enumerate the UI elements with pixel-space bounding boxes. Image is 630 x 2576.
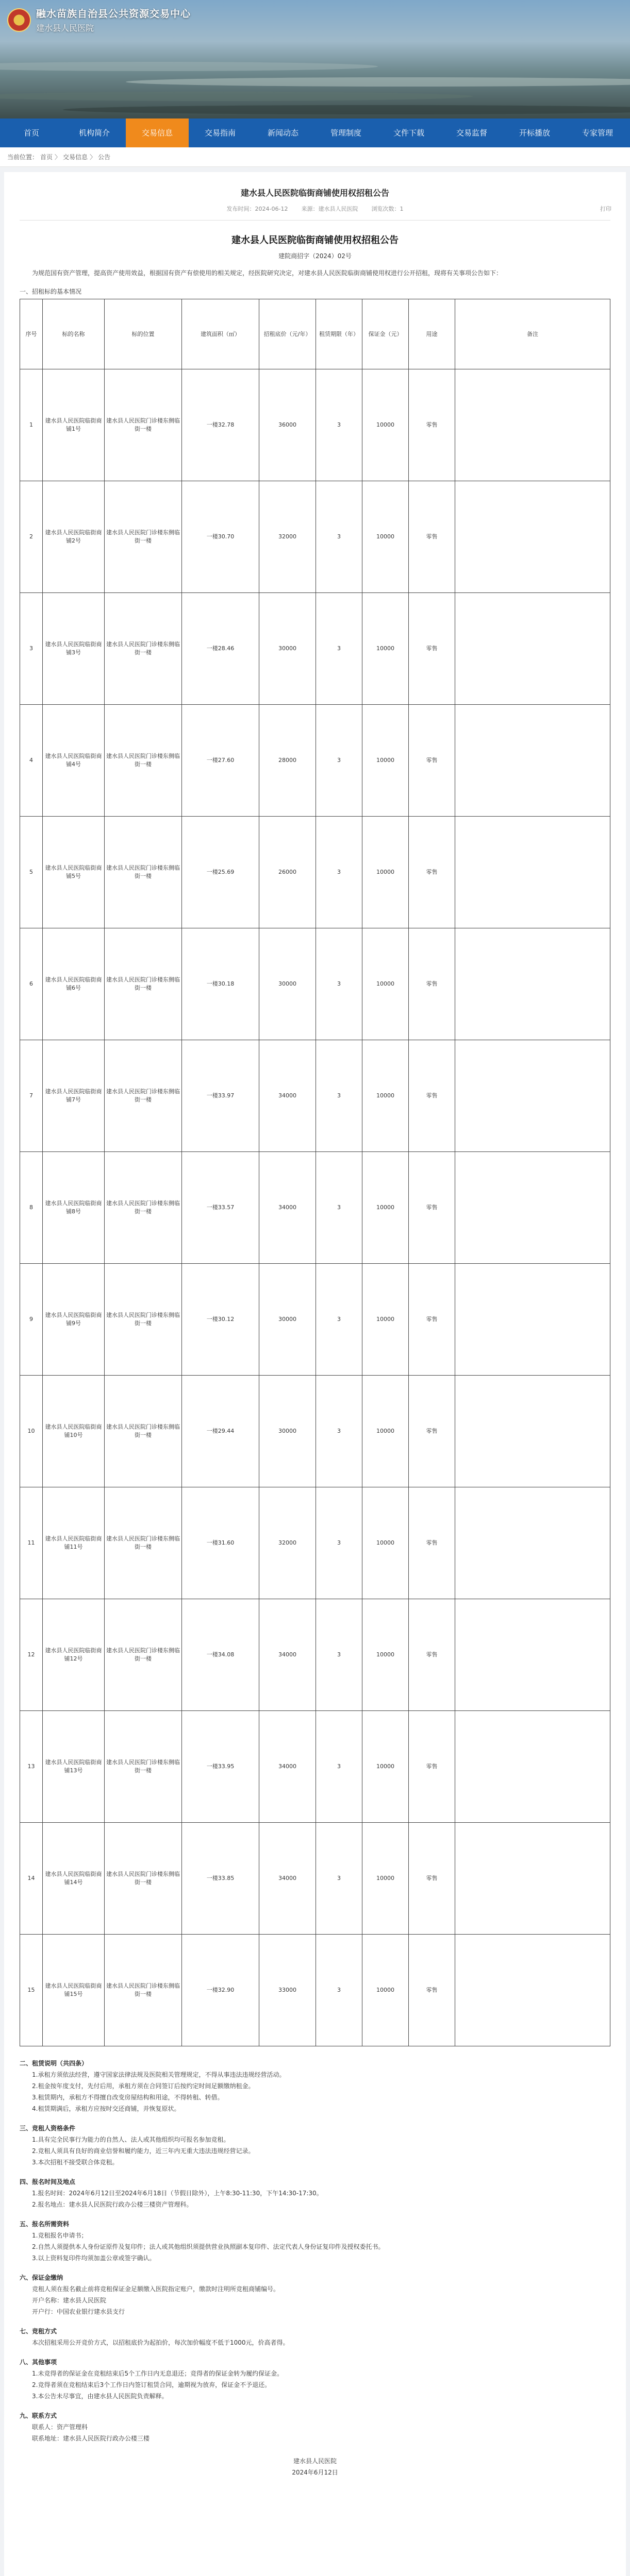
table-cell: 30000 bbox=[259, 928, 316, 1040]
banner-terrace bbox=[0, 92, 473, 101]
table-cell: 1 bbox=[20, 369, 43, 481]
site-subname: 建水县人民医院 bbox=[36, 23, 94, 33]
article-source: 来源：建水县人民医院 bbox=[301, 206, 358, 212]
table-cell: 10000 bbox=[362, 1487, 409, 1599]
table-cell: 建水县人民医院临街商铺13号 bbox=[43, 1711, 105, 1823]
section-heading: 三、竞租人资格条件 bbox=[20, 2125, 76, 2132]
table-cell: 10000 bbox=[362, 1376, 409, 1487]
table-cell: 建水县人民医院临街商铺6号 bbox=[43, 928, 105, 1040]
table-cell: 零售 bbox=[409, 1599, 455, 1711]
table-cell: 建水县人民医院门诊楼东侧临街一楼 bbox=[105, 1711, 182, 1823]
table-cell: 一楼33.57 bbox=[182, 1152, 259, 1264]
nav-item-supervision[interactable]: 交易监督 bbox=[456, 128, 487, 138]
table-cell: 34000 bbox=[259, 1711, 316, 1823]
table-cell: 建水县人民医院临街商铺10号 bbox=[43, 1376, 105, 1487]
breadcrumb-prefix: 当前位置： bbox=[7, 154, 39, 161]
table-cell: 32000 bbox=[259, 481, 316, 593]
table-cell bbox=[455, 817, 610, 928]
signature-date: 2024年6月12日 bbox=[292, 2469, 338, 2476]
emblem-icon bbox=[7, 8, 31, 32]
paragraph: 1.未竞得者的保证金在竞租结束后5个工作日内无息退还；竞得者的保证金转为履约保证金。 bbox=[32, 2370, 284, 2377]
table-cell: 3 bbox=[316, 1935, 362, 2046]
table-cell: 建水县人民医院临街商铺14号 bbox=[43, 1823, 105, 1935]
table-cell: 一楼30.70 bbox=[182, 481, 259, 593]
paragraph: 开户名称：建水县人民医院 bbox=[32, 2297, 107, 2304]
table-cell: 36000 bbox=[259, 369, 316, 481]
table-cell: 34000 bbox=[259, 1040, 316, 1152]
table-caption: 一、招租标的基本情况 bbox=[20, 288, 82, 295]
breadcrumb bbox=[0, 147, 630, 167]
table-cell: 2 bbox=[20, 481, 43, 593]
table-cell: 4 bbox=[20, 705, 43, 817]
table-cell: 3 bbox=[316, 705, 362, 817]
table-cell: 零售 bbox=[409, 1040, 455, 1152]
table-cell: 3 bbox=[316, 1264, 362, 1376]
paragraph: 1.报名时间：2024年6月12日至2024年6月18日（节假日除外），上午8:30-11:30，下午14:30-17:30。 bbox=[32, 2190, 323, 2197]
table-cell bbox=[455, 1935, 610, 2046]
table-cell: 一楼30.12 bbox=[182, 1264, 259, 1376]
table-header-cell: 用途 bbox=[409, 299, 455, 369]
table-cell bbox=[455, 1040, 610, 1152]
table-cell: 30000 bbox=[259, 1264, 316, 1376]
document-intro: 为规范国有资产管理，提高资产使用效益，根据国有资产有偿使用的相关规定，经医院研究决定，对建水县人民医院临街商铺使用权进行公开招租，现将有关事项公告如下： bbox=[32, 269, 503, 277]
paragraph: 2.租金按年度支付，先付后用，承租方须在合同签订后按约定时间足额缴纳租金。 bbox=[32, 2082, 255, 2090]
table-row bbox=[20, 1264, 610, 1376]
document-body bbox=[20, 2058, 610, 2444]
table-cell: 10000 bbox=[362, 705, 409, 817]
section-heading: 八、其他事项 bbox=[20, 2359, 57, 2366]
nav-item-live[interactable]: 开标播放 bbox=[519, 128, 550, 138]
nav-item-guide[interactable]: 交易指南 bbox=[204, 128, 236, 138]
article-meta bbox=[20, 205, 610, 213]
table-cell: 零售 bbox=[409, 1376, 455, 1487]
table-row bbox=[20, 1599, 610, 1711]
table-cell bbox=[455, 1823, 610, 1935]
table-row bbox=[20, 1152, 610, 1264]
paragraph: 3.本次招租不接受联合体竞租。 bbox=[32, 2159, 119, 2166]
table-cell: 7 bbox=[20, 1040, 43, 1152]
table-cell: 3 bbox=[316, 1823, 362, 1935]
breadcrumb-current: 公告 bbox=[98, 154, 111, 161]
table-cell bbox=[455, 481, 610, 593]
table-cell: 一楼27.60 bbox=[182, 705, 259, 817]
document-title: 建水县人民医院临街商铺使用权招租公告 bbox=[231, 235, 399, 246]
table-cell: 3 bbox=[316, 928, 362, 1040]
table-header-row bbox=[20, 299, 610, 369]
table-cell: 10000 bbox=[362, 1823, 409, 1935]
nav-item-trade-info[interactable]: 交易信息 bbox=[126, 118, 189, 147]
table-cell: 34000 bbox=[259, 1823, 316, 1935]
table-header-cell: 建筑面积（㎡） bbox=[182, 299, 259, 369]
paragraph: 3.以上资料复印件均须加盖公章或签字确认。 bbox=[32, 2255, 156, 2262]
table-cell bbox=[455, 1487, 610, 1599]
table-cell: 零售 bbox=[409, 1711, 455, 1823]
table-cell: 一楼34.08 bbox=[182, 1599, 259, 1711]
table-cell: 26000 bbox=[259, 817, 316, 928]
table-cell: 建水县人民医院临街商铺3号 bbox=[43, 593, 105, 705]
main-nav bbox=[0, 118, 630, 147]
table-cell: 零售 bbox=[409, 1152, 455, 1264]
paragraph: 3.本公告未尽事宜，由建水县人民医院负责解释。 bbox=[32, 2393, 168, 2400]
table-row bbox=[20, 1823, 610, 1935]
paragraph: 联系人：资产管理科 bbox=[32, 2424, 88, 2431]
paragraph: 4.租赁期满后，承租方应按时交还商铺，并恢复原状。 bbox=[32, 2105, 180, 2112]
table-header-cell: 保证金（元） bbox=[362, 299, 409, 369]
table-cell: 10000 bbox=[362, 1264, 409, 1376]
paragraph: 本次招租采用公开竞价方式，以招租底价为起拍价，每次加价幅度不低于1000元，价高者得。 bbox=[32, 2339, 289, 2346]
article-views: 浏览次数：1 bbox=[371, 206, 404, 212]
table-cell: 10000 bbox=[362, 817, 409, 928]
table-row bbox=[20, 593, 610, 705]
table-row bbox=[20, 481, 610, 593]
table-cell: 30000 bbox=[259, 593, 316, 705]
table-row bbox=[20, 1711, 610, 1823]
table-cell: 建水县人民医院门诊楼东侧临街一楼 bbox=[105, 1264, 182, 1376]
section-heading: 七、竞租方式 bbox=[20, 2328, 57, 2335]
table-cell: 3 bbox=[316, 481, 362, 593]
table-row bbox=[20, 1935, 610, 2046]
table-cell: 34000 bbox=[259, 1152, 316, 1264]
table-cell: 10000 bbox=[362, 369, 409, 481]
table-cell: 建水县人民医院门诊楼东侧临街一楼 bbox=[105, 1487, 182, 1599]
nav-item-home[interactable]: 首页 bbox=[23, 128, 39, 138]
table-cell: 零售 bbox=[409, 1823, 455, 1935]
table-cell: 零售 bbox=[409, 1935, 455, 2046]
table-cell: 零售 bbox=[409, 1264, 455, 1376]
article-panel bbox=[4, 172, 626, 2576]
table-cell: 建水县人民医院门诊楼东侧临街一楼 bbox=[105, 1040, 182, 1152]
table-cell bbox=[455, 593, 610, 705]
paragraph: 1.竞租报名申请书； bbox=[32, 2232, 88, 2239]
header-banner bbox=[0, 0, 630, 118]
signature bbox=[20, 2455, 610, 2478]
nav-item-downloads[interactable]: 文件下载 bbox=[393, 128, 424, 138]
table-header-cell: 序号 bbox=[20, 299, 43, 369]
table-cell: 11 bbox=[20, 1487, 43, 1599]
section-heading: 二、租赁说明（共四条） bbox=[20, 2060, 88, 2067]
table-cell: 建水县人民医院临街商铺11号 bbox=[43, 1487, 105, 1599]
print-link[interactable]: 打印 bbox=[600, 206, 611, 212]
lots-table bbox=[20, 287, 610, 2046]
table-cell: 3 bbox=[316, 817, 362, 928]
table-header-cell: 标的位置 bbox=[105, 299, 182, 369]
table-cell: 3 bbox=[316, 1711, 362, 1823]
document-number: 建院商招字（2024）02号 bbox=[278, 252, 352, 260]
table-cell: 零售 bbox=[409, 817, 455, 928]
table-cell: 10000 bbox=[362, 928, 409, 1040]
section-heading: 九、联系方式 bbox=[20, 2412, 57, 2419]
table-cell: 一楼31.60 bbox=[182, 1487, 259, 1599]
paragraph: 1.具有完全民事行为能力的自然人、法人或其他组织均可报名参加竞租。 bbox=[32, 2136, 230, 2143]
table-cell: 一楼33.95 bbox=[182, 1711, 259, 1823]
table-cell: 3 bbox=[316, 1599, 362, 1711]
table-cell bbox=[455, 1599, 610, 1711]
table-cell: 建水县人民医院临街商铺15号 bbox=[43, 1935, 105, 2046]
paragraph: 联系地址：建水县人民医院行政办公楼三楼 bbox=[32, 2435, 150, 2442]
nav-item-news[interactable]: 新闻动态 bbox=[267, 128, 299, 138]
table-cell: 建水县人民医院临街商铺12号 bbox=[43, 1599, 105, 1711]
table-cell: 一楼30.18 bbox=[182, 928, 259, 1040]
site-logo[interactable] bbox=[7, 6, 191, 33]
table-cell bbox=[455, 1376, 610, 1487]
table-cell: 6 bbox=[20, 928, 43, 1040]
table-cell: 零售 bbox=[409, 928, 455, 1040]
table-cell: 5 bbox=[20, 817, 43, 928]
table-cell: 零售 bbox=[409, 369, 455, 481]
table-cell: 零售 bbox=[409, 481, 455, 593]
table-cell: 28000 bbox=[259, 705, 316, 817]
table-header-cell: 备注 bbox=[455, 299, 610, 369]
table-cell: 8 bbox=[20, 1152, 43, 1264]
divider bbox=[20, 220, 610, 221]
table-cell: 32000 bbox=[259, 1487, 316, 1599]
table-cell: 3 bbox=[20, 593, 43, 705]
breadcrumb-separator: 〉 bbox=[55, 154, 61, 161]
paragraph: 2.竞得者须在竞租结束后3个工作日内签订租赁合同，逾期视为放弃，保证金不予退还。 bbox=[32, 2381, 271, 2388]
breadcrumb-trade-info[interactable]: 交易信息 bbox=[63, 154, 88, 161]
table-cell: 3 bbox=[316, 369, 362, 481]
paragraph: 1.承租方须依法经营，遵守国家法律法规及医院相关管理规定，不得从事违法违规经营活动。 bbox=[32, 2071, 286, 2078]
section-heading: 四、报名时间及地点 bbox=[20, 2178, 76, 2185]
table-cell bbox=[455, 1264, 610, 1376]
table-cell: 建水县人民医院门诊楼东侧临街一楼 bbox=[105, 1599, 182, 1711]
table-cell: 建水县人民医院门诊楼东侧临街一楼 bbox=[105, 1152, 182, 1264]
site-name: 融水苗族自治县公共资源交易中心 bbox=[36, 8, 191, 20]
table-row bbox=[20, 1487, 610, 1599]
nav-item-rules[interactable]: 管理制度 bbox=[330, 128, 361, 138]
table-cell: 建水县人民医院临街商铺9号 bbox=[43, 1264, 105, 1376]
table-cell: 建水县人民医院临街商铺2号 bbox=[43, 481, 105, 593]
table-cell: 10000 bbox=[362, 593, 409, 705]
paragraph: 开户行：中国农业银行建水县支行 bbox=[32, 2308, 125, 2315]
section-heading: 五、报名所需资料 bbox=[20, 2221, 70, 2228]
table-body bbox=[20, 369, 610, 2046]
table-cell: 14 bbox=[20, 1823, 43, 1935]
table-cell: 一楼29.44 bbox=[182, 1376, 259, 1487]
table-cell: 3 bbox=[316, 1376, 362, 1487]
table-cell: 一楼33.97 bbox=[182, 1040, 259, 1152]
table-cell: 33000 bbox=[259, 1935, 316, 2046]
table-cell: 10000 bbox=[362, 1152, 409, 1264]
table-cell bbox=[455, 928, 610, 1040]
table-cell: 30000 bbox=[259, 1376, 316, 1487]
banner-terrace bbox=[63, 105, 630, 114]
section-heading: 六、保证金缴纳 bbox=[20, 2274, 63, 2281]
table-cell: 建水县人民医院临街商铺7号 bbox=[43, 1040, 105, 1152]
table-cell: 建水县人民医院临街商铺8号 bbox=[43, 1152, 105, 1264]
table-cell: 10000 bbox=[362, 1935, 409, 2046]
table-cell: 3 bbox=[316, 1152, 362, 1264]
table-cell: 10 bbox=[20, 1376, 43, 1487]
paragraph: 竞租人须在报名截止前将竞租保证金足额缴入医院指定账户，缴款时注明所竞租商铺编号。 bbox=[32, 2285, 280, 2293]
table-row bbox=[20, 369, 610, 481]
table-cell: 3 bbox=[316, 1040, 362, 1152]
table-cell: 一楼25.69 bbox=[182, 817, 259, 928]
article-title: 建水县人民医院临街商铺使用权招租公告 bbox=[240, 188, 389, 198]
table-cell bbox=[455, 1711, 610, 1823]
table-cell: 一楼28.46 bbox=[182, 593, 259, 705]
table-cell: 一楼32.78 bbox=[182, 369, 259, 481]
table-cell: 3 bbox=[316, 593, 362, 705]
table-cell: 一楼32.90 bbox=[182, 1935, 259, 2046]
table-cell: 3 bbox=[316, 1487, 362, 1599]
table-cell: 零售 bbox=[409, 593, 455, 705]
paragraph: 3.租赁期内，承租方不得擅自改变房屋结构和用途，不得转租、转借。 bbox=[32, 2094, 224, 2101]
paragraph: 2.报名地点：建水县人民医院行政办公楼三楼资产管理科。 bbox=[32, 2201, 193, 2208]
table-cell: 建水县人民医院门诊楼东侧临街一楼 bbox=[105, 369, 182, 481]
nav-item-experts[interactable]: 专家管理 bbox=[582, 128, 613, 138]
table-row bbox=[20, 928, 610, 1040]
nav-item-about[interactable]: 机构简介 bbox=[78, 128, 110, 138]
table-cell bbox=[455, 705, 610, 817]
table-cell: 建水县人民医院门诊楼东侧临街一楼 bbox=[105, 593, 182, 705]
banner-terrace bbox=[126, 77, 630, 87]
breadcrumb-separator: 〉 bbox=[90, 154, 96, 161]
table-cell: 建水县人民医院门诊楼东侧临街一楼 bbox=[105, 705, 182, 817]
table-cell: 建水县人民医院门诊楼东侧临街一楼 bbox=[105, 1823, 182, 1935]
article-date: 发布时间：2024-06-12 bbox=[226, 206, 288, 212]
table-cell: 建水县人民医院门诊楼东侧临街一楼 bbox=[105, 1376, 182, 1487]
paragraph: 2.竞租人须具有良好的商业信誉和履约能力，近三年内无重大违法违规经营记录。 bbox=[32, 2147, 255, 2155]
table-cell: 建水县人民医院临街商铺1号 bbox=[43, 369, 105, 481]
table-header-cell: 租赁期限（年） bbox=[316, 299, 362, 369]
signature-org: 建水县人民医院 bbox=[293, 2458, 337, 2465]
table-header-cell: 招租底价（元/年） bbox=[259, 299, 316, 369]
table-cell: 零售 bbox=[409, 705, 455, 817]
breadcrumb-home[interactable]: 首页 bbox=[40, 154, 53, 161]
table-cell: 建水县人民医院临街商铺5号 bbox=[43, 817, 105, 928]
table-header-cell: 标的名称 bbox=[43, 299, 105, 369]
table-cell: 34000 bbox=[259, 1599, 316, 1711]
table-cell: 12 bbox=[20, 1599, 43, 1711]
table-cell: 10000 bbox=[362, 1711, 409, 1823]
table-cell: 10000 bbox=[362, 1599, 409, 1711]
table-cell: 建水县人民医院临街商铺4号 bbox=[43, 705, 105, 817]
table-cell: 一楼33.85 bbox=[182, 1823, 259, 1935]
table-cell: 15 bbox=[20, 1935, 43, 2046]
banner-terrace bbox=[0, 62, 378, 71]
table-cell: 建水县人民医院门诊楼东侧临街一楼 bbox=[105, 928, 182, 1040]
table-cell bbox=[455, 1152, 610, 1264]
table-cell: 建水县人民医院门诊楼东侧临街一楼 bbox=[105, 481, 182, 593]
table-row bbox=[20, 1376, 610, 1487]
table-row bbox=[20, 705, 610, 817]
table-cell: 10000 bbox=[362, 1040, 409, 1152]
table-cell: 10000 bbox=[362, 481, 409, 593]
paragraph: 2.自然人须提供本人身份证原件及复印件；法人或其他组织须提供营业执照副本复印件、法定代表人身份证复印件及授权委托书。 bbox=[32, 2243, 385, 2250]
table-cell: 9 bbox=[20, 1264, 43, 1376]
table-row bbox=[20, 817, 610, 928]
table-row bbox=[20, 1040, 610, 1152]
table-cell: 13 bbox=[20, 1711, 43, 1823]
table-cell bbox=[455, 369, 610, 481]
table-cell: 零售 bbox=[409, 1487, 455, 1599]
table-cell: 建水县人民医院门诊楼东侧临街一楼 bbox=[105, 817, 182, 928]
table-cell: 建水县人民医院门诊楼东侧临街一楼 bbox=[105, 1935, 182, 2046]
